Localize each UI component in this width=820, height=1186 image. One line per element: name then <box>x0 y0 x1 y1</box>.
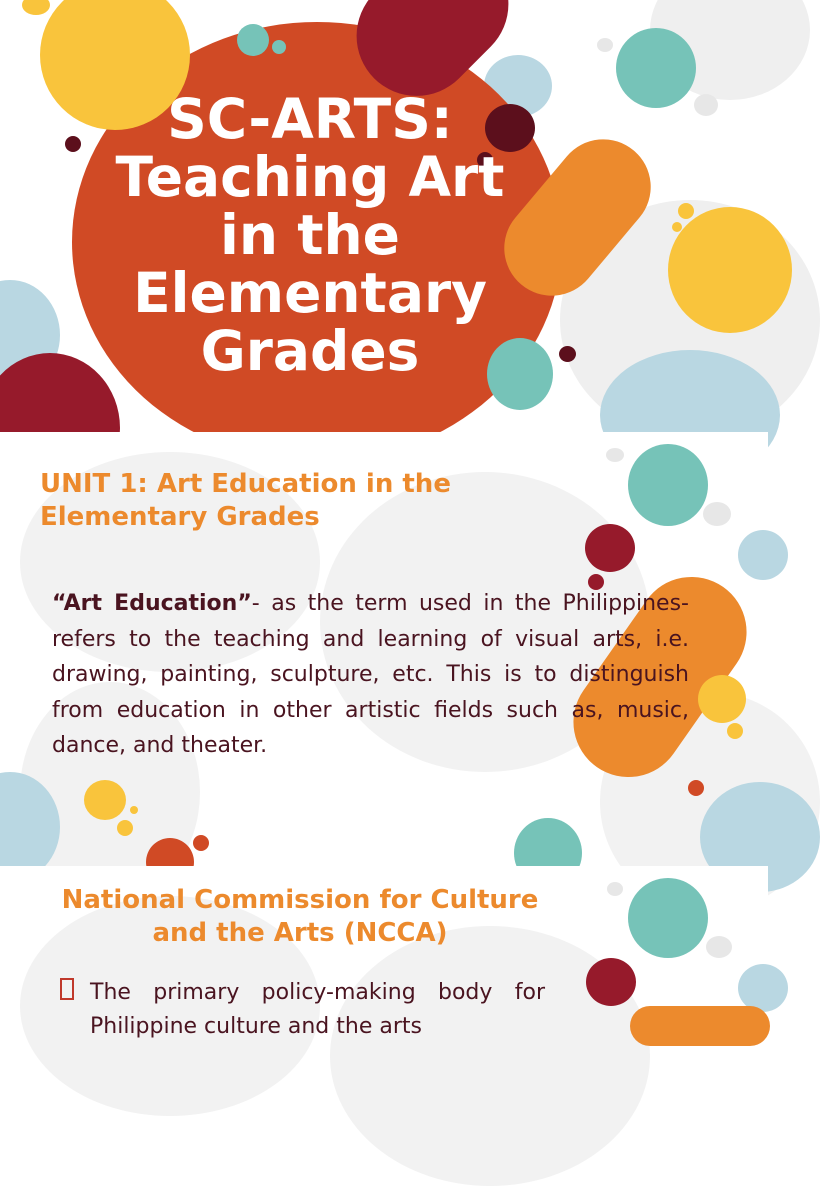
red-orange-dot <box>688 780 704 796</box>
red-orange-dot <box>193 835 209 851</box>
definition-paragraph <box>52 586 689 764</box>
presentation-title: SC-ARTS: Teaching Art in the Elementary Grades <box>115 87 505 383</box>
teal-dot <box>272 40 286 54</box>
maroon-dot <box>65 136 81 152</box>
light-blue-blob <box>738 964 788 1012</box>
gray-dot <box>607 882 623 896</box>
yellow-circle <box>668 207 792 333</box>
term-label: “Art Education” <box>52 591 252 616</box>
bullet-item <box>60 976 545 1044</box>
gray-dot <box>706 936 732 958</box>
ncca-slide <box>0 866 768 1039</box>
maroon-dot <box>559 346 576 362</box>
title-slide <box>0 0 768 432</box>
bullet-text: The primary policy-making body for Philippine culture and the arts <box>90 980 545 1039</box>
teal-circle <box>628 878 708 958</box>
yellow-dot <box>678 203 694 219</box>
maroon-circle <box>586 958 636 1006</box>
gray-dot <box>703 502 731 526</box>
bullet-icon <box>60 978 74 1000</box>
light-blue-blob <box>738 530 788 580</box>
teal-circle <box>628 444 708 526</box>
yellow-dot <box>117 820 133 836</box>
gray-dot <box>694 94 718 116</box>
orange-pill <box>630 1006 770 1046</box>
definition-slide <box>0 432 768 866</box>
ncca-heading: National Commission for Culture and the Arts (NCCA) <box>61 885 539 948</box>
gray-dot <box>597 38 613 52</box>
yellow-circle <box>698 675 746 723</box>
definition-text: - as the term used in the Philippines- refers to the teaching and learning of visual arts, i.e. drawing, painting, sculpture, etc. This is to distinguish from education in other artistic fields such as, music, dance, and theater. <box>52 591 689 758</box>
teal-circle <box>616 28 696 108</box>
gray-dot <box>606 448 624 462</box>
unit-heading: UNIT 1: Art Education in the Elementary Grades <box>40 469 451 532</box>
maroon-circle <box>585 524 635 572</box>
yellow-circle <box>84 780 126 820</box>
yellow-dot <box>22 0 50 15</box>
yellow-dot <box>130 806 138 814</box>
yellow-dot <box>672 222 682 232</box>
teal-dot <box>237 24 269 56</box>
yellow-dot <box>727 723 743 739</box>
